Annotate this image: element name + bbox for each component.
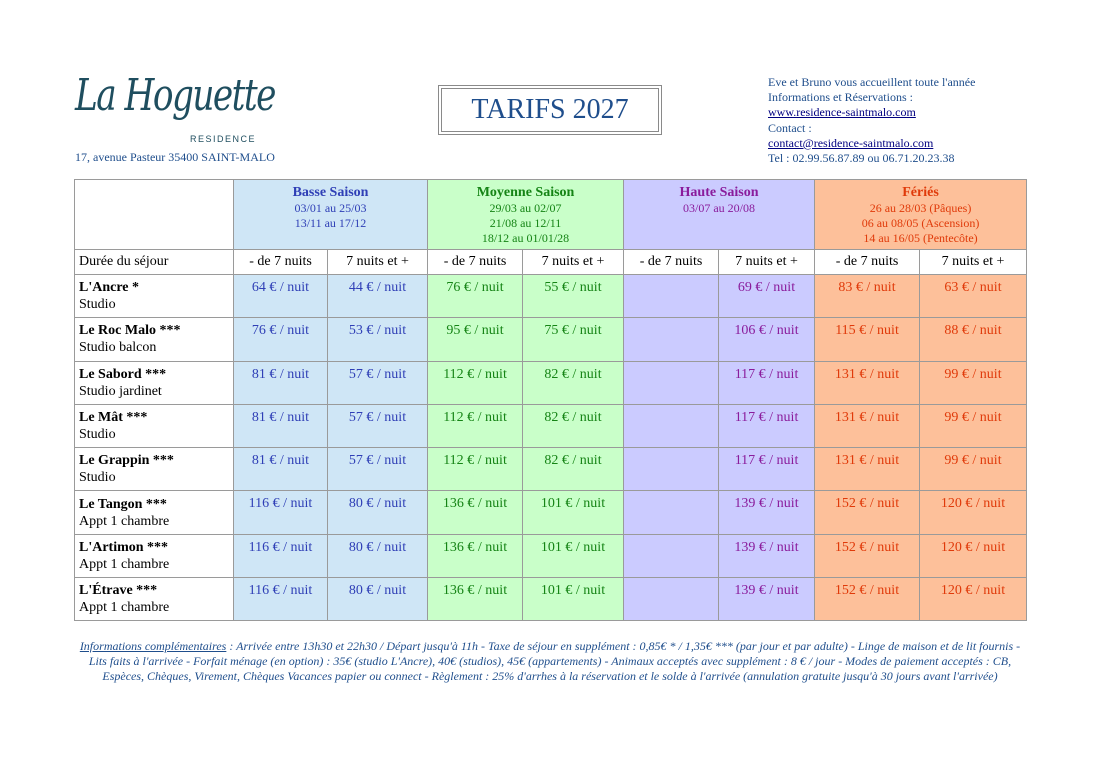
- season-date: 06 au 08/05 (Ascension): [861, 216, 980, 230]
- price-cell: 101 € / nuit: [523, 578, 624, 621]
- price-cell: 112 € / nuit: [428, 448, 523, 491]
- apartment-type: Studio: [79, 297, 116, 313]
- price-cell: 80 € / nuit: [328, 491, 428, 534]
- price-cell: 117 € / nuit: [719, 448, 815, 491]
- table-row: [75, 491, 1027, 534]
- price-cell: 53 € / nuit: [328, 318, 428, 361]
- table-row: [75, 448, 1027, 491]
- short-stay-header: - de 7 nuits: [234, 250, 328, 275]
- price-cell: 131 € / nuit: [815, 448, 920, 491]
- long-stay-header: 7 nuits et +: [523, 250, 624, 275]
- residence-logo: [75, 70, 305, 144]
- season-feries: [815, 180, 1027, 250]
- price-cell: 83 € / nuit: [815, 275, 920, 318]
- price-cell: 57 € / nuit: [328, 404, 428, 447]
- info-label: Informations et Réservations :: [768, 90, 913, 105]
- apartment-cell: [75, 404, 234, 447]
- long-stay-header: 7 nuits et +: [920, 250, 1027, 275]
- season-header-row: [75, 180, 1027, 250]
- apartment-name: Le Mât ***: [79, 410, 148, 426]
- price-cell: 101 € / nuit: [523, 491, 624, 534]
- price-cell: 55 € / nuit: [523, 275, 624, 318]
- price-cell: 116 € / nuit: [234, 578, 328, 621]
- price-cell: 116 € / nuit: [234, 491, 328, 534]
- season-name: Haute Saison: [679, 185, 759, 200]
- price-cell: [624, 361, 719, 404]
- price-cell: 120 € / nuit: [920, 534, 1027, 577]
- price-cell: 81 € / nuit: [234, 448, 328, 491]
- long-stay-header: 7 nuits et +: [719, 250, 815, 275]
- price-cell: 120 € / nuit: [920, 491, 1027, 534]
- season-date: 13/11 au 17/12: [294, 216, 367, 230]
- price-cell: 82 € / nuit: [523, 404, 624, 447]
- price-cell: 75 € / nuit: [523, 318, 624, 361]
- apartment-name: Le Tangon ***: [79, 496, 167, 512]
- additional-info-text: : Arrivée entre 13h30 et 22h30 / Départ jusqu'à 11h - Taxe de séjour en supplément : 0,85€ * / 1,35€ *** (par jour et par adulte) - Linge de maison et de lit fournis - Lits faits à l'arrivée - Forfait ménage (en option) : 35€ (studio L'Ancre), 40€ (studios), 45€ (appartements) - Animaux acceptés avec supplément : 8 € / jour - Modes de paiement acceptés : CB, Espèces, Chèques, Virement, Chèques Vacances papier ou connect - Règlement : 25% d'arrhes à la réservation et le solde à l'arrivée (annulation gratuite jusqu'à 30 jours avant l'arrivée): [88, 639, 1021, 683]
- price-cell: 95 € / nuit: [428, 318, 523, 361]
- short-stay-header: - de 7 nuits: [624, 250, 719, 275]
- logo-wordmark: La Hoguette: [75, 70, 275, 121]
- price-cell: [624, 275, 719, 318]
- price-cell: 101 € / nuit: [523, 534, 624, 577]
- apartment-type: Studio: [79, 427, 116, 443]
- season-date: 26 au 28/03 (Pâques): [869, 201, 972, 215]
- contact-block: [768, 75, 975, 166]
- price-cell: 117 € / nuit: [719, 361, 815, 404]
- season-date: 14 au 16/05 (Pentecôte): [863, 231, 978, 245]
- price-cell: 81 € / nuit: [234, 361, 328, 404]
- price-cell: 139 € / nuit: [719, 534, 815, 577]
- price-cell: 139 € / nuit: [719, 578, 815, 621]
- price-cell: 117 € / nuit: [719, 404, 815, 447]
- apartment-name: Le Roc Malo ***: [79, 323, 181, 339]
- season-date: 18/12 au 01/01/28: [481, 231, 570, 245]
- price-cell: 63 € / nuit: [920, 275, 1027, 318]
- price-cell: 106 € / nuit: [719, 318, 815, 361]
- price-cell: 99 € / nuit: [920, 448, 1027, 491]
- price-cell: 57 € / nuit: [328, 361, 428, 404]
- price-cell: [624, 318, 719, 361]
- title-frame: [438, 85, 662, 135]
- price-cell: 88 € / nuit: [920, 318, 1027, 361]
- apartment-cell: [75, 491, 234, 534]
- price-cell: [624, 534, 719, 577]
- price-cell: 80 € / nuit: [328, 534, 428, 577]
- season-date: 03/07 au 20/08: [683, 201, 756, 215]
- apartment-name: Le Grappin ***: [79, 453, 174, 469]
- price-cell: 76 € / nuit: [234, 318, 328, 361]
- greeting: Eve et Bruno vous accueillent toute l'année: [768, 75, 976, 89]
- website-link[interactable]: www.residence-saintmalo.com: [768, 105, 916, 120]
- apartment-cell: [75, 448, 234, 491]
- price-cell: 82 € / nuit: [523, 361, 624, 404]
- price-cell: 139 € / nuit: [719, 491, 815, 534]
- apartment-type: Studio: [79, 470, 116, 486]
- long-stay-header: 7 nuits et +: [328, 250, 428, 275]
- duration-label: Durée du séjour: [75, 250, 234, 275]
- contact-label: Contact :: [768, 120, 812, 135]
- season-name: Moyenne Saison: [476, 185, 575, 200]
- table-row: [75, 578, 1027, 621]
- table-row: [75, 404, 1027, 447]
- corner-cell: [75, 180, 234, 250]
- price-cell: 136 € / nuit: [428, 534, 523, 577]
- price-cell: 82 € / nuit: [523, 448, 624, 491]
- price-cell: 131 € / nuit: [815, 361, 920, 404]
- price-cell: 112 € / nuit: [428, 361, 523, 404]
- apartment-cell: [75, 578, 234, 621]
- price-cell: 116 € / nuit: [234, 534, 328, 577]
- price-cell: 99 € / nuit: [920, 361, 1027, 404]
- season-basse: [234, 180, 428, 250]
- price-cell: [624, 448, 719, 491]
- price-cell: 152 € / nuit: [815, 534, 920, 577]
- apartment-name: L'Artimon ***: [79, 539, 169, 555]
- price-cell: 80 € / nuit: [328, 578, 428, 621]
- season-date: 29/03 au 02/07: [489, 201, 562, 215]
- season-moyenne: [428, 180, 624, 250]
- additional-info-title: Informations complémentaires: [79, 639, 227, 653]
- price-cell: 152 € / nuit: [815, 578, 920, 621]
- address: 17, avenue Pasteur 35400 SAINT-MALO: [75, 150, 275, 164]
- short-stay-header: - de 7 nuits: [428, 250, 523, 275]
- season-date: 03/01 au 25/03: [294, 201, 367, 215]
- price-table: [74, 179, 1027, 621]
- price-cell: 57 € / nuit: [328, 448, 428, 491]
- apartment-type: Appt 1 chambre: [79, 513, 170, 529]
- price-cell: 131 € / nuit: [815, 404, 920, 447]
- apartment-cell: [75, 361, 234, 404]
- apartment-name: Le Sabord ***: [79, 366, 167, 382]
- apartment-type: Studio balcon: [79, 340, 157, 356]
- season-date: 21/08 au 12/11: [489, 216, 562, 230]
- price-cell: 152 € / nuit: [815, 491, 920, 534]
- apartment-type: Appt 1 chambre: [79, 600, 170, 616]
- price-cell: [624, 404, 719, 447]
- season-name: Fériés: [902, 185, 939, 200]
- short-stay-header: - de 7 nuits: [815, 250, 920, 275]
- apartment-cell: [75, 318, 234, 361]
- additional-info: [74, 639, 1026, 684]
- email-link[interactable]: contact@residence-saintmalo.com: [768, 135, 934, 150]
- table-row: [75, 318, 1027, 361]
- apartment-cell: [75, 534, 234, 577]
- price-cell: 136 € / nuit: [428, 578, 523, 621]
- table-row: [75, 361, 1027, 404]
- season-name: Basse Saison: [292, 185, 369, 200]
- apartment-type: Appt 1 chambre: [79, 556, 170, 572]
- price-cell: [624, 578, 719, 621]
- logo-subtext: RESIDENCE: [190, 134, 257, 144]
- price-cell: 44 € / nuit: [328, 275, 428, 318]
- page-title: TARIFS 2027: [441, 88, 659, 132]
- price-cell: 76 € / nuit: [428, 275, 523, 318]
- apartment-type: Studio jardinet: [79, 383, 162, 399]
- season-haute: [624, 180, 815, 250]
- price-cell: [624, 491, 719, 534]
- table-row: [75, 534, 1027, 577]
- price-cell: 99 € / nuit: [920, 404, 1027, 447]
- price-cell: 115 € / nuit: [815, 318, 920, 361]
- price-cell: 81 € / nuit: [234, 404, 328, 447]
- table-row: [75, 275, 1027, 318]
- phone: Tel : 02.99.56.87.89 ou 06.71.20.23.38: [768, 151, 955, 166]
- duration-header-row: [75, 250, 1027, 275]
- apartment-name: L'Étrave ***: [79, 583, 158, 599]
- price-cell: 64 € / nuit: [234, 275, 328, 318]
- price-cell: 136 € / nuit: [428, 491, 523, 534]
- price-cell: 69 € / nuit: [719, 275, 815, 318]
- apartment-name: L'Ancre *: [79, 280, 140, 296]
- price-cell: 112 € / nuit: [428, 404, 523, 447]
- price-cell: 120 € / nuit: [920, 578, 1027, 621]
- apartment-cell: [75, 275, 234, 318]
